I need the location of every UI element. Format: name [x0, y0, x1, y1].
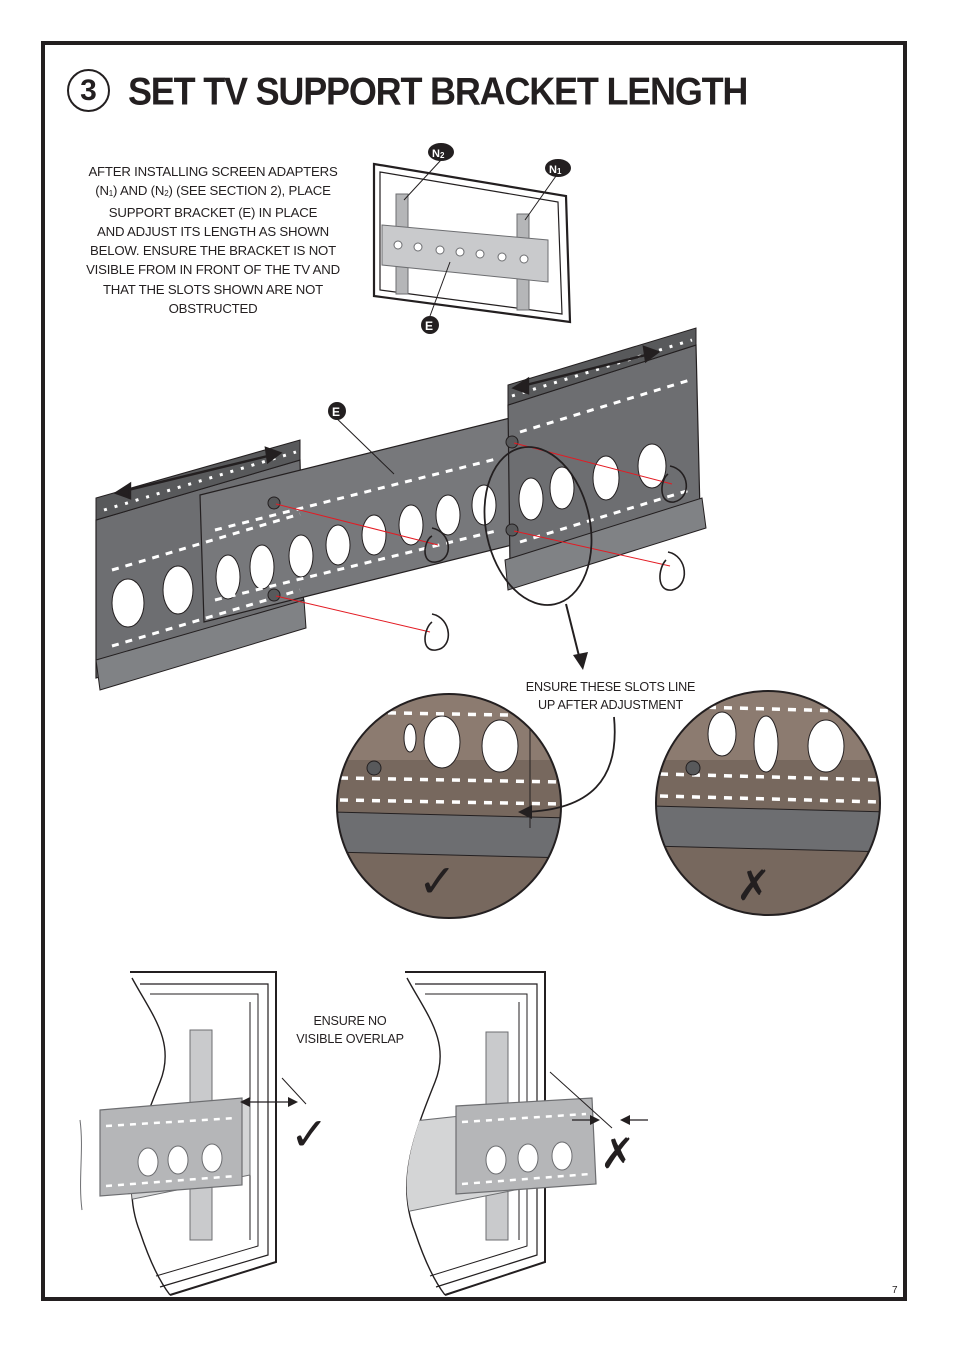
svg-text:N1: N1	[549, 164, 562, 176]
step-number-badge: 3	[67, 69, 110, 112]
instructions-line: $(N_1)$ AND $(N_2)$ (SEE SECTION 2), PLACE	[95, 183, 331, 199]
side-view-incorrect	[405, 972, 648, 1295]
detail-incorrect	[650, 690, 890, 930]
svg-text:E: E	[332, 405, 341, 419]
instructions-line: AND ADJUST ITS LENGTH AS SHOWN	[97, 223, 329, 239]
note-slots-alignment	[508, 678, 713, 714]
note-no-overlap	[285, 1012, 415, 1048]
page-title: SET TV SUPPORT BRACKET LENGTH	[128, 69, 748, 114]
instructions-line: BELOW. ENSURE THE BRACKET IS NOT	[90, 243, 336, 259]
note-line: UP AFTER ADJUSTMENT	[537, 698, 683, 712]
check-mark-icon: ✓	[290, 1107, 329, 1161]
note-line: ENSURE THESE SLOTS LINE	[525, 680, 696, 694]
instructions-line: AFTER INSTALLING SCREEN ADAPTERS	[88, 164, 338, 179]
instructions-line: OBSTRUCTED	[168, 301, 258, 317]
callout-n2	[428, 143, 454, 161]
cross-mark-icon: ✗	[736, 861, 772, 910]
callout-e-top	[421, 316, 439, 334]
tv-overview-diagram	[374, 160, 570, 322]
cross-mark-icon: ✗	[600, 1129, 636, 1178]
callout-e-main	[328, 402, 346, 420]
instructions-line: SUPPORT BRACKET (E) IN PLACE	[108, 204, 318, 220]
callout-n1	[545, 159, 571, 177]
note-line: ENSURE NO	[313, 1014, 387, 1028]
instructions-line: THAT THE SLOTS SHOWN ARE NOT	[102, 281, 324, 297]
check-mark-icon: ✓	[418, 854, 457, 908]
instructions-line: VISIBLE FROM IN FRONT OF THE TV AND	[86, 262, 340, 278]
note-line: VISIBLE OVERLAP	[296, 1032, 404, 1046]
main-bracket-diagram	[96, 328, 706, 690]
svg-text:E: E	[425, 319, 434, 333]
detail-correct	[330, 690, 570, 930]
svg-text:N2: N2	[432, 148, 445, 160]
page-number: 7	[892, 1285, 898, 1296]
